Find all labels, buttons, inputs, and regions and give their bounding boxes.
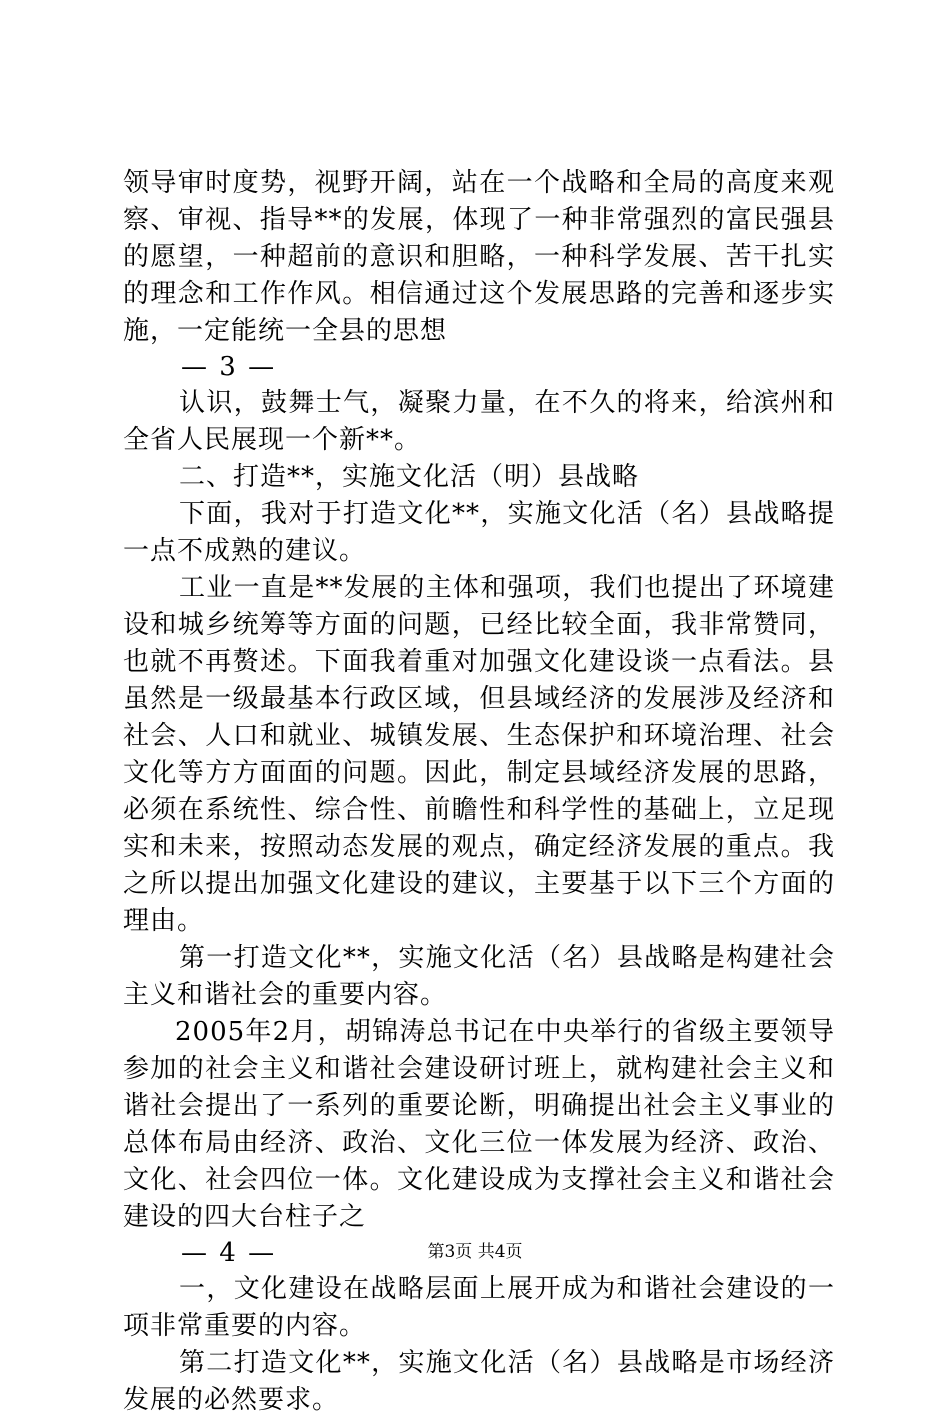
paragraph-8: 第二打造文化**，实施文化活（名）县战略是市场经济发展的必然要求。 (123, 1348, 835, 1415)
paragraph-5: 第一打造文化**，实施文化活（名）县战略是构建社会主义和谐社会的重要内容。 (123, 943, 835, 1010)
paragraph-3: 下面，我对于打造文化**，实施文化活（名）县战略提一点不成熟的建议。 (123, 499, 835, 566)
paragraph-1: 领导审时度势，视野开阔，站在一个战略和全局的高度来观察、审视、指导**的发展，体现了一种非常强烈的富民强县的愿望，一种超前的意识和胆略，一种科学发展、苦干扎实的理念和工作作风。相信通过这个发展思路的完善和逐步实施，一定能统一全县的思想 (123, 168, 835, 346)
page-footer: 第3页 共4页 (427, 1242, 523, 1262)
body-text (123, 165, 835, 1419)
section-heading-2: 二、打造**，实施文化活（明）县战略 (179, 462, 640, 492)
paragraph-7: 一，文化建设在战略层面上展开成为和谐社会建设的一项非常重要的内容。 (123, 1274, 835, 1341)
paragraph-2: 认识，鼓舞士气，凝聚力量，在不久的将来，给滨州和全省人民展现一个新**。 (123, 388, 835, 455)
page-mark-3: — 3 — (181, 352, 277, 382)
page-mark-4: — 4 — (181, 1238, 277, 1268)
paragraph-6: 2005年2月，胡锦涛总书记在中央举行的省级主要领导参加的社会主义和谐社会建设研讨班上，就构建社会主义和谐社会提出了一系列的重要论断，明确提出社会主义事业的总体布局由经济、政治、文化三位一体发展为经济、政治、文化、社会四位一体。文化建设成为支撑社会主义和谐社会建设的四大台柱子之 (123, 1017, 835, 1232)
paragraph-4: 工业一直是**发展的主体和强项，我们也提出了环境建设和城乡统筹等方面的问题，已经比较全面，我非常赞同，也就不再赘述。下面我着重对加强文化建设谈一点看法。县虽然是一级最基本行政区域，但县域经济的发展涉及经济和社会、人口和就业、城镇发展、生态保护和环境治理、社会文化等方方面面的问题。因此，制定县域经济发展的思路，必须在系统性、综合性、前瞻性和科学性的基础上，立足现实和未来，按照动态发展的观点，确定经济发展的重点。我之所以提出加强文化建设的建议，主要基于以下三个方面的理由。 (123, 573, 835, 936)
